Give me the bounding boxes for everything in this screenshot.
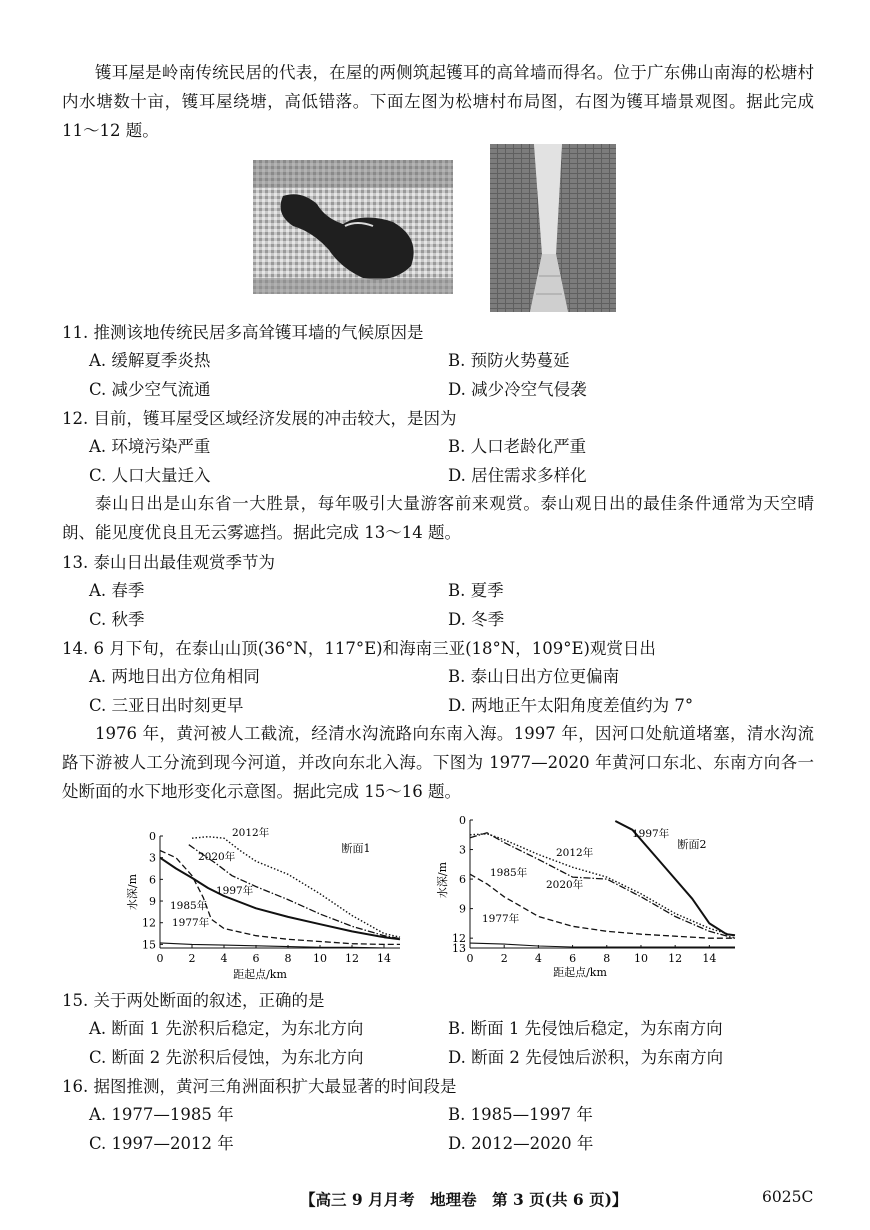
q15-option-d: D. 断面 2 先侵蚀后淤积，为东南方向	[448, 1048, 724, 1067]
q15-option-a: A. 断面 1 先淤积后稳定，为东北方向	[89, 1019, 364, 1038]
y-tick-label: 9	[459, 902, 466, 916]
series-label: 1997年	[216, 885, 254, 897]
y-tick-label: 15	[142, 938, 156, 952]
footer-page-info: 【高三 9 月月考 地理卷 第 3 页(共 6 页)】	[300, 1190, 628, 1209]
x-axis-label: 距起点/km	[233, 968, 287, 981]
y-axis-label: 水深/m	[126, 873, 139, 911]
q16-option-d: D. 2012—2020 年	[448, 1134, 594, 1153]
q11-option-b: B. 预防火势蔓延	[448, 351, 570, 370]
y-tick-label: 12	[452, 932, 466, 946]
series-label: 1985年	[490, 867, 528, 879]
q13-option-d: D. 冬季	[448, 610, 505, 629]
q11-option-d: D. 减少冷空气侵袭	[448, 380, 587, 399]
q16-option-b: B. 1985—1997 年	[448, 1105, 593, 1124]
q12-stem: 12. 目前，镬耳屋受区域经济发展的冲击较大，是因为	[62, 409, 457, 428]
q14-stem: 14. 6 月下旬，在泰山山顶(36°N，117°E)和海南三亚(18°N，109°E)观赏日出	[62, 639, 656, 658]
x-tick-label: 10	[313, 952, 327, 965]
q14-option-d: D. 两地正午太阳角度差值约为 7°	[448, 696, 694, 715]
q12-option-a: A. 环境污染严重	[89, 437, 211, 456]
y-tick-label: 3	[149, 851, 156, 865]
intro-paragraph-2: 泰山日出是山东省一大胜景，每年吸引大量游客前来观赏。泰山观日出的最佳条件通常为天空晴朗、能见度优良且无云雾遮挡。据此完成 13～14 题。	[62, 494, 814, 542]
q11-stem: 11. 推测该地传统民居多高耸镬耳墙的气候原因是	[62, 323, 424, 342]
q13-option-b: B. 夏季	[448, 581, 504, 600]
chart-section-2	[430, 810, 750, 982]
x-tick-label: 8	[284, 952, 292, 965]
q14-option-a: A. 两地日出方位角相同	[89, 667, 260, 686]
footer-paper-code: 6025C	[762, 1188, 814, 1206]
x-tick-label: 4	[534, 952, 542, 965]
series-label: 2020年	[198, 851, 236, 863]
series-label: 2012年	[556, 847, 594, 859]
q15-option-c: C. 断面 2 先淤积后侵蚀，为东北方向	[89, 1048, 364, 1067]
series-line-1977年	[470, 943, 735, 947]
y-tick-label: 13	[452, 942, 466, 955]
x-tick-label: 12	[668, 952, 683, 965]
q13-stem: 13. 泰山日出最佳观赏季节为	[62, 553, 275, 572]
q16-option-a: A. 1977—1985 年	[89, 1105, 234, 1124]
q15-stem: 15. 关于两处断面的叙述，正确的是	[62, 991, 325, 1010]
series-label: 1985年	[170, 900, 208, 912]
y-tick-label: 6	[459, 873, 466, 887]
series-label: 1977年	[172, 917, 210, 929]
y-tick-label: 12	[142, 916, 156, 930]
chart-section-1	[120, 822, 410, 984]
x-tick-label: 2	[188, 952, 196, 965]
series-label: 2020年	[546, 879, 584, 891]
series-line-1985年	[470, 874, 735, 938]
x-tick-label: 12	[345, 952, 359, 965]
q13-option-a: A. 春季	[89, 581, 145, 600]
series-label: 1997年	[632, 828, 670, 840]
x-tick-label: 4	[220, 952, 228, 965]
x-axis-label: 距起点/km	[553, 966, 607, 979]
y-tick-label: 6	[149, 873, 156, 887]
y-tick-label: 0	[149, 830, 156, 843]
q12-option-d: D. 居住需求多样化	[448, 466, 587, 485]
x-tick-label: 14	[702, 952, 717, 965]
y-tick-label: 0	[459, 814, 466, 827]
x-tick-label: 6	[569, 952, 577, 965]
series-label: 1977年	[482, 913, 520, 925]
q16-option-c: C. 1997—2012 年	[89, 1134, 234, 1153]
y-tick-label: 9	[149, 895, 156, 909]
x-tick-label: 0	[156, 952, 164, 965]
y-tick-label: 3	[459, 843, 466, 857]
x-tick-label: 6	[252, 952, 260, 965]
series-label: 2012年	[232, 827, 270, 839]
x-tick-label: 0	[466, 952, 474, 965]
q11-option-a: A. 缓解夏季炎热	[89, 351, 211, 370]
x-tick-label: 2	[500, 952, 508, 965]
x-tick-label: 14	[377, 952, 391, 965]
q14-option-b: B. 泰山日出方位更偏南	[448, 667, 620, 686]
q11-option-c: C. 减少空气流通	[89, 380, 211, 399]
songtang-village-aerial-photo	[253, 160, 453, 294]
intro-paragraph-3: 1976 年，黄河被人工截流，经清水沟流路向东南入海。1997 年，因河口处航道堵塞，清水沟流路下游被人工分流到现今河道，并改向东北入海。下图为 1977—2020 年黄河口东北、东南方向各一处断面的水下地形变化示意图。据此完成 15～16 题。	[62, 724, 814, 801]
q13-option-c: C. 秋季	[89, 610, 145, 629]
y-axis-label: 水深/m	[436, 861, 449, 899]
x-tick-label: 8	[603, 952, 611, 965]
q15-option-b: B. 断面 1 先侵蚀后稳定，为东南方向	[448, 1019, 723, 1038]
panel-label: 断面2	[677, 838, 707, 851]
q12-option-b: B. 人口老龄化严重	[448, 437, 587, 456]
q14-option-c: C. 三亚日出时刻更早	[89, 696, 244, 715]
q12-option-c: C. 人口大量迁入	[89, 466, 211, 485]
panel-label: 断面1	[341, 842, 371, 855]
intro-paragraph-1: 镬耳屋是岭南传统民居的代表，在屋的两侧筑起镬耳的高耸墙而得名。位于广东佛山南海的松塘村内水塘数十亩，镬耳屋绕塘，高低错落。下面左图为松塘村布局图，右图为镬耳墙景观图。据此完成 11～12 题。	[62, 63, 814, 140]
x-tick-label: 10	[633, 952, 648, 965]
wok-ear-wall-photo	[490, 144, 616, 312]
series-line-1985年	[160, 851, 400, 945]
q16-stem: 16. 据图推测，黄河三角洲面积扩大最显著的时间段是	[62, 1077, 457, 1096]
